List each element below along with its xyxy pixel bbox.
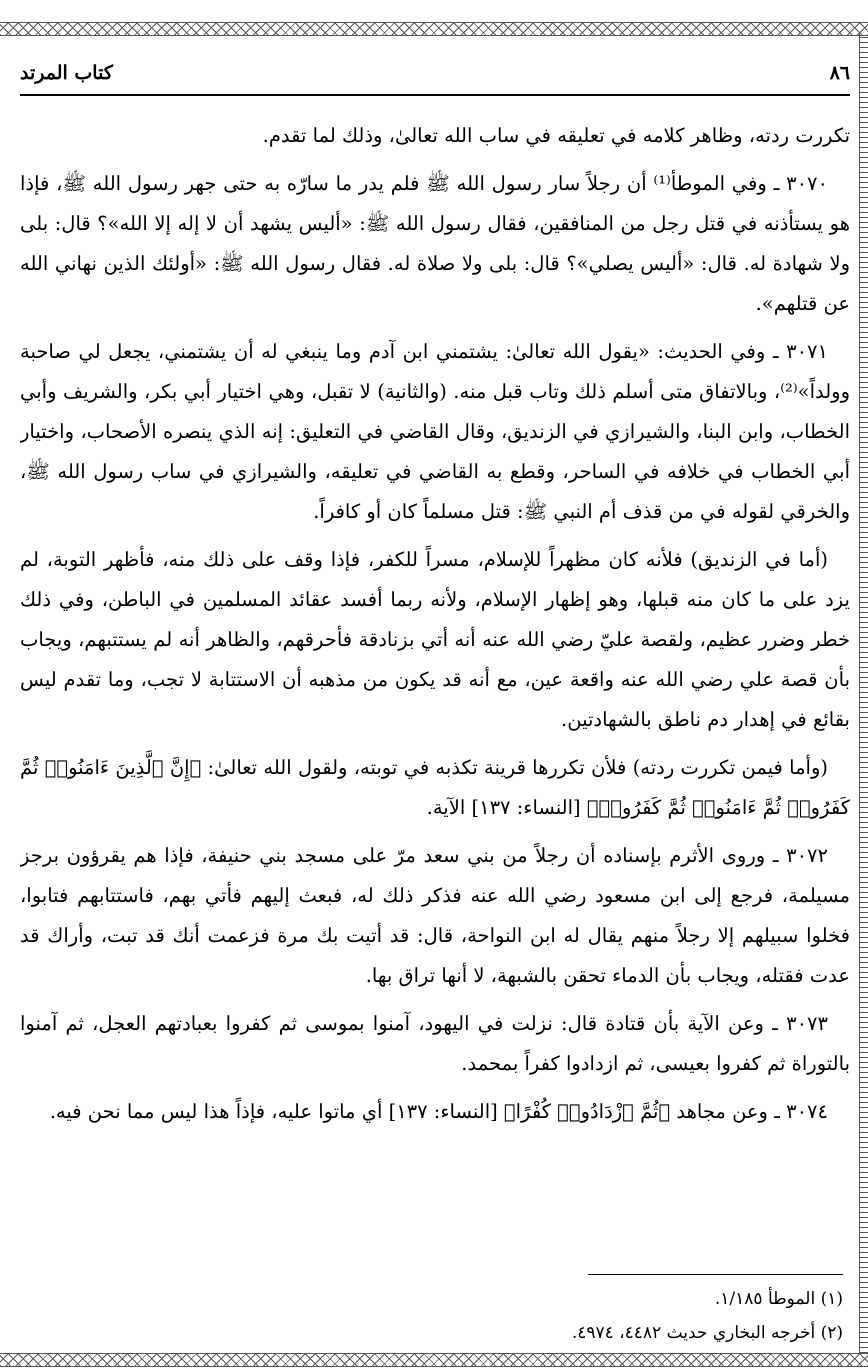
paragraph-3070: ٣٠٧٠ ـ وفي الموطأ⁽¹⁾ أن رجلاً سار رسول الله ﷺ فلم يدر ما سارّه به حتى جهر رسول الله ﷺ، فإذا هو يستأذنه في قتل رجل من المنافقين، فقال رسول الله ﷺ: «أليس يشهد أن لا إله إلا الله»؟ قال: بلى ولا شهادة له. قال: «أليس يصلي»؟ قال: بلى ولا صلاة له. فقال رسول الله ﷺ: «أولئك الذين نهاني الله عن قتلهم». [20,172,850,315]
footnote-1: (١) الموطأ ١/١٨٥. [714,1289,843,1309]
paragraph-repeated-apostasy: (وأما فيمن تكررت ردته) فلأن تكررها قرينة تكذبه في توبته، ولقول الله تعالىٰ: ﴿إِنَّ ٱلَّذِينَ ءَامَنُوا۟ ثُمَّ كَفَرُوا۟ ثُمَّ ءَامَنُوا۟ ثُمَّ كَفَرُوا۟﴾ [النساء: ١٣٧] الآية. [20,756,850,819]
page-number: ٨٦ [829,62,850,84]
page-header [20,60,850,96]
main-text [20,116,850,1266]
running-title: كتاب المرتد [20,62,113,84]
footnote-2: (٢) أخرجه البخاري حديث ٤٤٨٢، ٤٩٧٤. [571,1323,843,1343]
paragraph-continuation: تكررت ردته، وظاهر كلامه في تعليقه في ساب الله تعالىٰ، وذلك لما تقدم. [262,124,850,147]
paragraph-3074: ٣٠٧٤ ـ وعن مجاهد ﴿ثُمَّ ٱزْدَادُوا۟ كُفْرًا﴾ [النساء: ١٣٧] أي ماتوا عليه، فإذاً هذا ليس مما نحن فيه. [49,1100,828,1123]
paragraph-zindiq: (أما في الزنديق) فلأنه كان مظهراً للإسلام، مسراً للكفر، فإذا وقف على ذلك منه، فأظهر التوبة، لم يزد على ما كان منه قبلها، وهو إظهار الإسلام، ولأنه ربما أفسد عقائد المسلمين في الباطن، وفي ذلك خطر وضرر عظيم، ولقصة عليّ رضي الله عنه أنه أتي بزنادقة فأحرقهم، والظاهر أنه لم يستتبهم، ويجاب بأن قصة علي رضي الله عنه واقعة عين، مع أنه قد يكون من مذهبه أن الاستتابة لا تجب، وما تقدم ليس بقائع في إهدار دم ناطق بالشهادتين. [20,548,850,731]
paragraph-3072: ٣٠٧٢ ـ وروى الأثرم بإسناده أن رجلاً من بني سعد مرّ على مسجد بني حنيفة، فإذا هم يقرؤون برجز مسيلمة، فرجع إلى ابن مسعود رضي الله عنه فذكر ذلك له، فبعث إليهم فأتي بهم، فاستتابهم فتابوا، فخلوا سبيلهم إلا رجلاً منهم يقال له ابن النواحة، قال: قد أتيت بك مرة فزعمت أنك قد تبت، وأراك قد عدت فقتله، ويجاب بأن الدماء تحقن بالشبهة، لا أنها تراق بها. [20,844,850,987]
paragraph-3071: ٣٠٧١ ـ وفي الحديث: «يقول الله تعالىٰ: يشتمني ابن آدم وما ينبغي له أن يشتمني، يجعل لي صاحبة وولداً»⁽²⁾، وبالاتفاق متى أسلم ذلك وتاب قبل منه. (والثانية) لا تقبل، وهي اختيار أبي بكر، والشريف وأبي الخطاب، وابن البنا، والشيرازي في الزنديق، وقال القاضي في التعليق: إنه الذي ينصره الأصحاب، واختيار أبي الخطاب في خلافه في الساحر، وقطع به القاضي في تعليقه، والشيرازي في ساب رسول الله ﷺ، والخرقي لقوله في من قذف أم النبي ﷺ: قتل مسلماً كان أو كافراً. [20,340,850,523]
paragraph-3073: ٣٠٧٣ ـ وعن الآية بأن قتادة قال: نزلت في اليهود، آمنوا بموسى ثم كفروا بعبادتهم العجل، ثم آمنوا بالتوراة ثم كفروا بعيسى، ثم ازدادوا كفراً بمحمد. [20,1012,850,1075]
footnotes [443,1282,843,1350]
footnote-separator [588,1274,843,1275]
